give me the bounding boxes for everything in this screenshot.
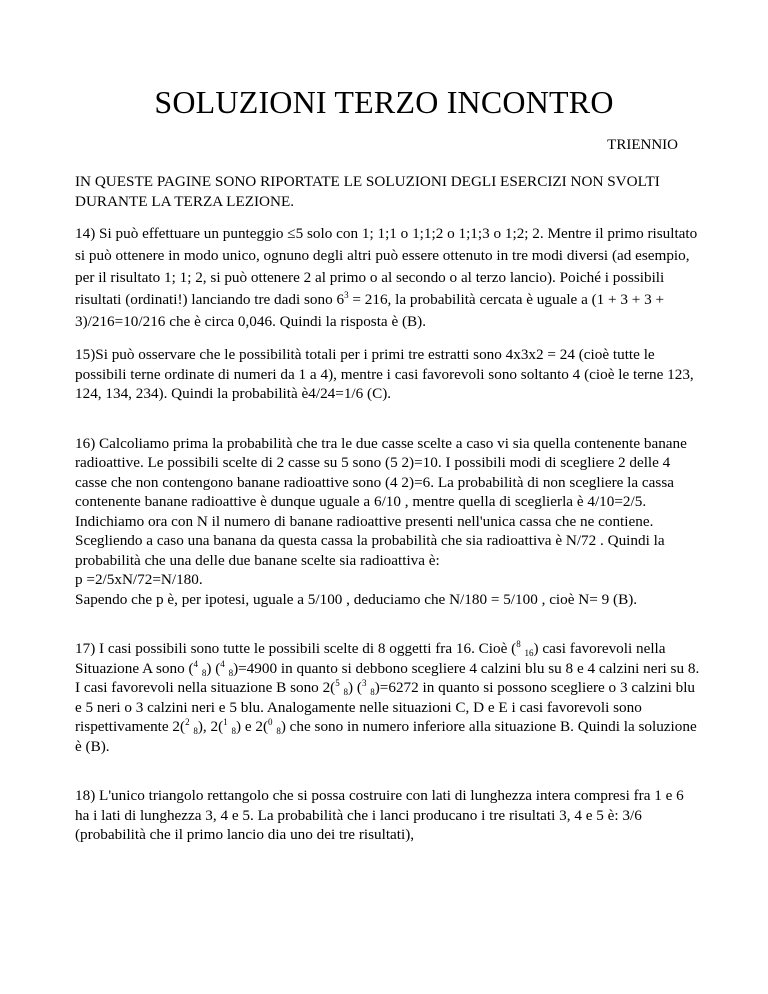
binomial-top: 3 [361,678,367,688]
ex17-text: )=6272 in quanto si possono scegliere o 3 calzini blu e 5 neri o 3 calzini neri e 5 blu. Analogamente nelle situazioni C, D e E i casi favorevoli sono rispettivamente 2( [75,679,696,735]
ex17-text: ) che sono in numero inferiore alla situazione B. Quindi la soluzione è (B). [75,718,697,755]
binomial-top: 5 [335,678,340,688]
exercise-18-solution: 18) L'unico triangolo rettangolo che si possa costruire con lati di lunghezza intera compresi fra 1 e 6 ha i lati di lunghezza 3, 4 e 5. La probabilità che i lanci producano i tre risultati 3, 4 e 5 è: 3/6 (probabilità che il primo lancio dia uno dei tre risultati), [75,787,684,843]
binomial-top: 2 [185,717,190,727]
binomial-bottom: 8 [343,687,349,697]
ex16-formula: p =2/5xN/72=N/180. [75,571,203,588]
binomial-top: 4 [220,658,225,669]
binomial-top: 8 [516,639,521,649]
ex14-text-b: = 216, la probabilità cercata è uguale a (1 + 3 + 3 + 3)/216=10/216 che è circa 0,046. Quindi la risposta è (B). [75,291,665,330]
binomial-top: 0 [268,717,273,727]
binomial-top: 1 [223,717,228,727]
binomial-bottom: 8 [201,667,207,678]
ex14-text-a: 14) Si può effettuare un punteggio ≤5 solo con 1; 1;1 o 1;1;2 o 1;1;3 o 1;2; 2. Mentre il primo risultato si può ottenere in modo unico, ognuno degli altri può essere ottenuto in tre modi diversi (ad esempio, per il risultato 1; 1; 2, si può ottenere 2 al primo o al secondo o al terzo lancio). Poiché i possibili risultati (ordinati!) lanciando tre dadi sono 6 [75,225,698,308]
document-body [75,172,700,857]
binomial-bottom: 8 [193,726,198,736]
exercise-16-solution [75,434,700,610]
binomial-bottom: 8 [231,726,236,736]
ex17-text: )=4900 in quanto si debbono scegliere 4 calzini blu su 8 e 4 calzini neri su 8. I casi favorevoli nella situazione B sono 2( [75,659,700,696]
exercise-15-solution: 15)Si può osservare che le possibilità totali per i primi tre estratti sono 4x3x2 = 24 (cioè tutte le possibili terne ordinate di numeri da 1 a 4), mentre i casi favorevoli sono soltanto 4 (cioè le terne 123, 124, 134, 234). Quindi la probabilità è4/24=1/6 (C). [75,346,694,402]
exercise-14-solution [75,223,700,333]
ex14-exponent: 3 [344,290,349,300]
page-subtitle: TRIENNIO [607,137,678,153]
binomial-bottom: 8 [276,726,281,736]
binomial-bottom: 8 [370,687,375,697]
intro-paragraph: IN QUESTE PAGINE SONO RIPORTATE LE SOLUZIONI DEGLI ESERCIZI NON SVOLTI DURANTE LA TERZA LEZIONE. [75,173,660,210]
page-title: SOLUZIONI TERZO INCONTRO [154,84,614,120]
ex17-text: ), 2( [197,718,224,735]
binomial-bottom: 16 [524,648,534,658]
ex17-text: ) ( [348,679,362,696]
exercise-17-solution [75,639,700,756]
ex17-text: ) ( [206,659,221,677]
ex17-text: Situazione A sono ( [75,659,194,677]
ex16-text-c: Sapendo che p è, per ipotesi, uguale a 5/100 , deduciamo che N/180 = 5/100 , cioè N= 9 (B). [75,590,638,608]
ex17-text: 17) I casi possibili sono tutte le possibili scelte di 8 oggetti fra 16. Cioè ( [75,640,517,657]
binomial-bottom: 8 [228,667,234,678]
ex16-text-a: 16) Calcoliamo prima la probabilità che tra le due casse scelte a caso vi sia quella contenente banane radioattive. Le possibili scelte di 2 casse su 5 sono (5 2)=10. I possibili modi di scegliere 2 delle 4 casse che non contengono banane radioattive sono (4 2)=6. La probabilità di non scegliere la cassa contenente banane radioattive è dunque uguale a 6/10 , mentre quella di sceglierla è 4/10=2/5. Indichiamo ora con N il numero di banane radioattive presenti nell'unica cassa che ne contiene. Scegliendo a caso una banana da questa cassa la probabilità che sia radioattiva è N/72 . Quindi la probabilità che una delle due banane scelte sia radioattiva è: [75,434,687,569]
binomial-top: 4 [193,658,199,669]
ex17-text: ) casi favorevoli nella [533,640,666,657]
ex17-text: ) e 2( [235,718,269,735]
